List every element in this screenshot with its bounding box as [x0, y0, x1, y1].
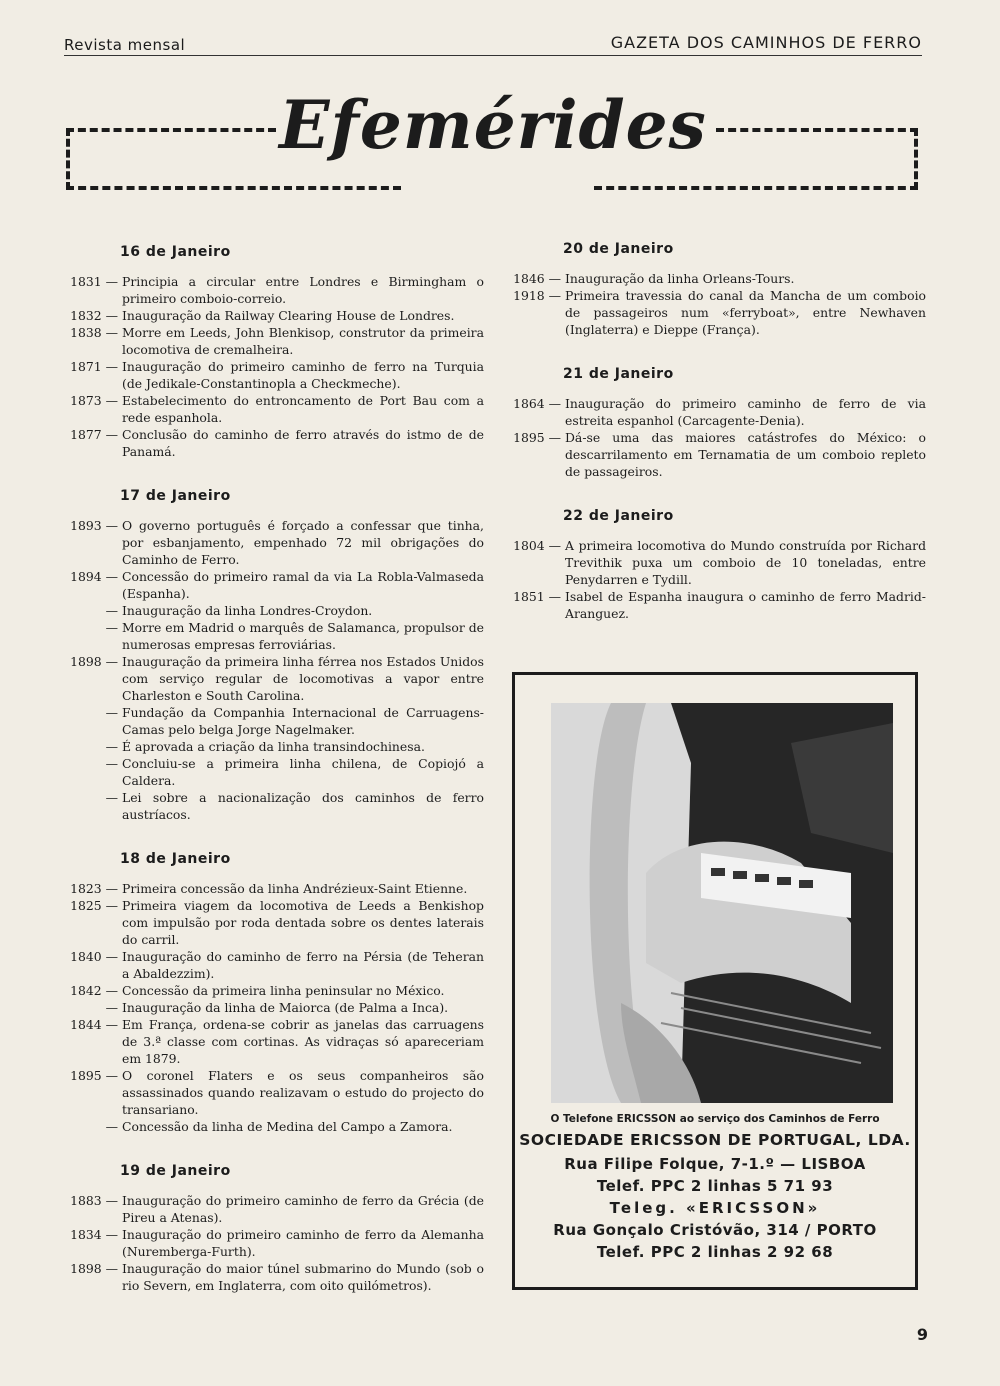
- header-rule: [64, 55, 922, 56]
- event-year: 1864 —: [513, 396, 561, 411]
- event-text: Inauguração da linha de Maiorca (de Palma a Inca).: [122, 1000, 449, 1015]
- event-year: —: [105, 756, 118, 771]
- event-entry: [66, 789, 484, 823]
- event-text: Inauguração da linha Orleans-Tours.: [565, 271, 795, 286]
- event-year: —: [105, 739, 118, 754]
- event-year: 1831 —: [70, 274, 118, 289]
- date-heading: 21 de Janeiro: [563, 366, 674, 382]
- event-entry: [66, 392, 484, 426]
- event-text: Morre em Leeds, John Blenkisop, construtor da primeira locomotiva de cremalheira.: [122, 325, 484, 357]
- event-text: Morre em Madrid o marquês de Salamanca, propulsor de numerosas empresas ferroviárias.: [122, 620, 484, 652]
- event-entry: [66, 999, 484, 1016]
- event-entry: [66, 897, 484, 948]
- date-heading: 16 de Janeiro: [120, 244, 231, 260]
- event-text: O governo português é forçado a confessar que tinha, por esbanjamento, empenhado 72 mil obrigações do Caminho de Ferro.: [122, 518, 484, 567]
- event-entry: [66, 1016, 484, 1067]
- event-entry: [66, 1192, 484, 1226]
- ad-porto-address: Rua Gonçalo Cristóvão, 314 / PORTO: [553, 1221, 877, 1239]
- date-section: [66, 851, 484, 1135]
- right-column: [509, 241, 926, 650]
- ad-telegraph: Teleg. «ERICSSON»: [609, 1199, 821, 1217]
- date-heading: 17 de Janeiro: [120, 488, 231, 504]
- event-entry: [66, 948, 484, 982]
- event-year: 1804 —: [513, 538, 561, 553]
- event-year: 1883 —: [70, 1193, 118, 1208]
- event-text: Concessão da linha de Medina del Campo a Zamora.: [122, 1119, 453, 1134]
- ad-lisbon-address: Rua Filipe Folque, 7-1.º — LISBOA: [564, 1155, 866, 1173]
- event-year: 1846 —: [513, 271, 561, 286]
- event-entry: [66, 704, 484, 738]
- ad-company-name: SOCIEDADE ERICSSON DE PORTUGAL, LDA.: [519, 1131, 911, 1149]
- event-entry: [509, 395, 926, 429]
- event-year: 1894 —: [70, 569, 118, 584]
- event-entry: [66, 273, 484, 307]
- left-column: [66, 244, 484, 1322]
- event-text: É aprovada a criação da linha transindochinesa.: [122, 739, 425, 754]
- event-year: 1842 —: [70, 983, 118, 998]
- event-text: Inauguração da primeira linha férrea nos Estados Unidos com serviço regular de locomotivas a vapor entre Charleston e South Carolina.: [122, 654, 484, 703]
- event-text: Inauguração do primeiro caminho de ferro da Grécia (de Pireu a Atenas).: [122, 1193, 484, 1225]
- event-year: 1873 —: [70, 393, 118, 408]
- event-text: Primeira concessão da linha Andrézieux-Saint Etienne.: [122, 881, 468, 896]
- event-year: 1851 —: [513, 589, 561, 604]
- event-year: 1893 —: [70, 518, 118, 533]
- event-text: Isabel de Espanha inaugura o caminho de ferro Madrid-Aranguez.: [565, 589, 926, 621]
- event-text: Concluiu-se a primeira linha chilena, de Copiojó a Caldera.: [122, 756, 484, 788]
- date-heading: 18 de Janeiro: [120, 851, 231, 867]
- event-entry: [66, 602, 484, 619]
- date-section: [509, 241, 926, 338]
- event-text: Inauguração da Railway Clearing House de Londres.: [122, 308, 455, 323]
- event-text: A primeira locomotiva do Mundo construída por Richard Trevithik puxa um comboio de 10 toneladas, entre Penydarren e Tydill.: [565, 538, 926, 587]
- date-heading: 20 de Janeiro: [563, 241, 674, 257]
- event-year: 1834 —: [70, 1227, 118, 1242]
- header-periodicity: Revista mensal: [64, 36, 186, 54]
- date-section: [509, 366, 926, 480]
- event-text: Inauguração da linha Londres-Croydon.: [122, 603, 373, 618]
- ad-lisbon-phone: Telef. PPC 2 linhas 5 71 93: [596, 1177, 834, 1195]
- date-section: [509, 508, 926, 622]
- event-text: Primeira viagem da locomotiva de Leeds a Benkishop com impulsão por roda dentada sobre os dentes laterais do carril.: [122, 898, 484, 947]
- event-year: 1895 —: [70, 1068, 118, 1083]
- event-entry: [66, 755, 484, 789]
- event-text: Lei sobre a nacionalização dos caminhos de ferro austríacos.: [122, 790, 484, 822]
- event-entry: [66, 1260, 484, 1294]
- telephone-train-illustration: [551, 703, 893, 1103]
- event-year: 1825 —: [70, 898, 118, 913]
- date-heading: 22 de Janeiro: [563, 508, 674, 524]
- event-entry: [66, 324, 484, 358]
- event-year: 1871 —: [70, 359, 118, 374]
- event-year: —: [105, 603, 118, 618]
- ad-caption: O Telefone ERICSSON ao serviço dos Caminhos de Ferro: [550, 1113, 880, 1125]
- event-entry: [509, 429, 926, 480]
- event-entry: [509, 287, 926, 338]
- event-entry: [509, 588, 926, 622]
- event-text: Concessão da primeira linha peninsular no México.: [122, 983, 445, 998]
- event-entry: [66, 426, 484, 460]
- event-entry: [66, 517, 484, 568]
- event-year: —: [105, 790, 118, 805]
- event-text: Fundação da Companhia Internacional de Carruagens-Camas pelo belga Jorge Nagelmaker.: [122, 705, 484, 737]
- event-text: Inauguração do maior túnel submarino do Mundo (sob o rio Severn, em Inglaterra, com oito quilómetros).: [122, 1261, 484, 1293]
- event-text: Inauguração do caminho de ferro na Pérsia (de Teheran a Abaldezzim).: [122, 949, 484, 981]
- event-year: —: [105, 1000, 118, 1015]
- event-text: Em França, ordena-se cobrir as janelas das carruagens de 3.ª classe com cortinas. As vidraças só apareceriam em 1879.: [122, 1017, 484, 1066]
- event-text: Concessão do primeiro ramal da via La Robla-Valmaseda (Espanha).: [122, 569, 484, 601]
- event-year: 1895 —: [513, 430, 561, 445]
- event-entry: [66, 653, 484, 704]
- event-year: —: [105, 1119, 118, 1134]
- event-entry: [66, 619, 484, 653]
- event-year: 1918 —: [513, 288, 561, 303]
- event-entry: [66, 307, 484, 324]
- header-publication-title: GAZETA DOS CAMINHOS DE FERRO: [610, 33, 922, 52]
- event-year: —: [105, 620, 118, 635]
- event-entry: [66, 982, 484, 999]
- event-entry: [509, 270, 926, 287]
- event-text: O coronel Flaters e os seus companheiros são assassinados quando realizavam o estudo do projecto do transariano.: [122, 1068, 484, 1117]
- event-entry: [66, 1067, 484, 1118]
- date-heading: 19 de Janeiro: [120, 1163, 231, 1179]
- page-title: Efemérides: [279, 86, 707, 164]
- date-section: [66, 244, 484, 460]
- event-text: Inauguração do primeiro caminho de ferro na Turquia (de Jedikale-Constantinopla a Checkmeche).: [122, 359, 484, 391]
- event-entry: [66, 880, 484, 897]
- event-year: 1898 —: [70, 1261, 118, 1276]
- event-year: 1840 —: [70, 949, 118, 964]
- advertisement-illustration: [551, 703, 893, 1103]
- event-text: Principia a circular entre Londres e Birmingham o primeiro comboio-correio.: [122, 274, 484, 306]
- event-entry: [66, 738, 484, 755]
- ericsson-advertisement: [512, 672, 918, 1290]
- event-text: Inauguração do primeiro caminho de ferro de via estreita espanhol (Carcagente-Denia).: [565, 396, 926, 428]
- event-year: 1838 —: [70, 325, 118, 340]
- event-year: 1832 —: [70, 308, 118, 323]
- event-text: Estabelecimento do entroncamento de Port Bau com a rede espanhola.: [122, 393, 484, 425]
- ad-porto-phone: Telef. PPC 2 linhas 2 92 68: [596, 1243, 834, 1261]
- event-year: 1823 —: [70, 881, 118, 896]
- date-section: [66, 488, 484, 823]
- event-entry: [66, 1226, 484, 1260]
- event-entry: [66, 568, 484, 602]
- event-year: —: [105, 705, 118, 720]
- event-text: Primeira travessia do canal da Mancha de um comboio de passageiros num «ferryboat», entre Newhaven (Inglaterra) e Dieppe (França).: [565, 288, 926, 337]
- event-text: Dá-se uma das maiores catástrofes do México: o descarrilamento em Ternamatia de um comboio repleto de passageiros.: [565, 430, 926, 479]
- event-year: 1844 —: [70, 1017, 118, 1032]
- event-entry: [66, 1118, 484, 1135]
- event-text: Inauguração do primeiro caminho de ferro da Alemanha (Nuremberga-Furth).: [122, 1227, 484, 1259]
- event-year: 1898 —: [70, 654, 118, 669]
- page-number: 9: [916, 1325, 928, 1344]
- date-section: [66, 1163, 484, 1294]
- event-text: Conclusão do caminho de ferro através do istmo de de Panamá.: [122, 427, 484, 459]
- event-year: 1877 —: [70, 427, 118, 442]
- event-entry: [509, 537, 926, 588]
- event-entry: [66, 358, 484, 392]
